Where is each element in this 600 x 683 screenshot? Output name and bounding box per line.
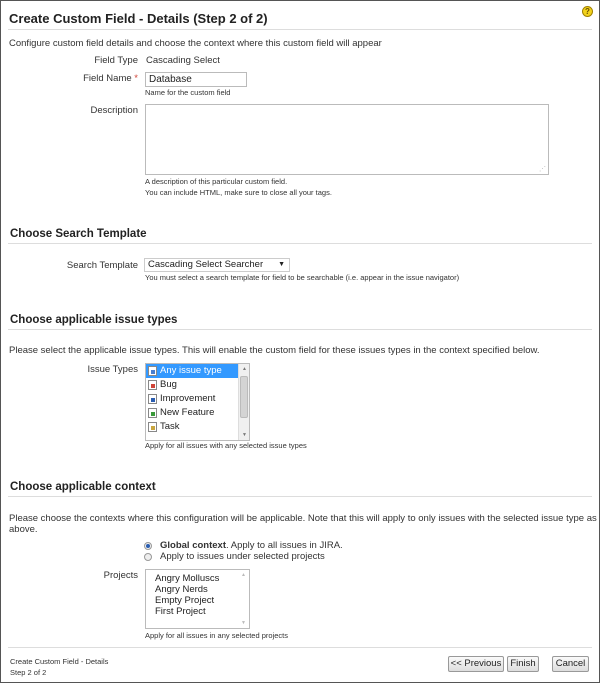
global-context-rest: . Apply to all issues in JIRA. <box>225 540 343 551</box>
search-template-heading: Choose Search Template <box>10 228 147 240</box>
intro-text: Configure custom field details and choose the context where this custom field will appear <box>9 38 382 49</box>
footer-step: Step 2 of 2 <box>10 668 47 677</box>
divider <box>8 243 592 244</box>
field-name-input[interactable]: Database <box>145 72 247 87</box>
context-intro: Please choose the contexts where this configuration will be applicable. Note that this will apply to only issues with the selected issue type as <box>9 513 597 524</box>
description-hint-1: A description of this particular custom field. <box>145 177 288 186</box>
dropdown-arrow-icon: ▼ <box>278 261 285 268</box>
task-icon <box>148 422 157 432</box>
field-type-value: Cascading Select <box>146 55 220 66</box>
global-context-bold: Global context <box>160 540 226 551</box>
project-option[interactable]: Angry Molluscs <box>155 573 220 584</box>
scrollbar[interactable]: ▲ ▼ <box>238 364 249 440</box>
global-context-radio[interactable] <box>144 542 152 550</box>
issue-types-heading: Choose applicable issue types <box>10 314 178 326</box>
selected-projects-radio[interactable] <box>144 553 152 561</box>
field-name-hint: Name for the custom field <box>145 88 231 97</box>
issue-type-label: New Feature <box>160 407 215 418</box>
divider <box>8 647 592 648</box>
context-heading: Choose applicable context <box>10 481 156 493</box>
issue-types-intro: Please select the applicable issue types. This will enable the custom field for these issues types in the context specified below. <box>9 345 540 356</box>
projects-label: Projects <box>103 570 138 581</box>
any-issue-icon <box>148 366 157 376</box>
issue-type-label: Bug <box>160 379 177 390</box>
description-hint-2: You can include HTML, make sure to close all your tags. <box>145 188 332 197</box>
issue-type-label: Improvement <box>160 393 216 404</box>
project-option[interactable]: First Project <box>155 606 206 617</box>
issue-types-hint: Apply for all issues with any selected issue types <box>145 441 307 450</box>
improvement-icon <box>148 394 157 404</box>
issue-type-label: Any issue type <box>160 365 222 376</box>
description-textarea[interactable] <box>145 104 549 175</box>
project-option[interactable]: Empty Project <box>155 595 215 606</box>
issue-type-option[interactable] <box>146 392 238 406</box>
divider <box>8 29 592 30</box>
issue-type-label: Task <box>160 421 180 432</box>
issue-type-option[interactable] <box>146 364 238 378</box>
search-template-select[interactable] <box>144 258 290 272</box>
bug-icon <box>148 380 157 390</box>
divider <box>8 329 592 330</box>
divider <box>8 496 592 497</box>
field-name-label <box>8 73 138 84</box>
issue-type-option[interactable] <box>146 378 238 392</box>
footer-title: Create Custom Field - Details <box>10 657 109 666</box>
previous-button[interactable]: << Previous <box>448 656 504 672</box>
cancel-button[interactable]: Cancel <box>552 656 589 672</box>
issue-type-option[interactable] <box>146 420 238 434</box>
search-template-hint: You must select a search template for field to be searchable (i.e. appear in the issue navigator) <box>145 273 460 282</box>
project-option[interactable]: Angry Nerds <box>155 584 208 595</box>
new-feature-icon <box>148 408 157 418</box>
selected-projects-label: Apply to issues under selected projects <box>160 551 325 562</box>
page-title: Create Custom Field - Details (Step 2 of 2) <box>9 11 268 26</box>
field-type-label: Field Type <box>94 55 138 66</box>
field-name-label-text: Field Name <box>83 73 132 84</box>
resize-handle-icon[interactable]: ⋰ <box>539 166 546 173</box>
projects-listbox[interactable] <box>145 569 250 629</box>
issue-types-listbox[interactable] <box>145 363 250 441</box>
scrollbar[interactable]: ▲ ▼ <box>238 570 249 628</box>
context-intro-2: above. <box>9 524 38 535</box>
description-label: Description <box>90 105 138 116</box>
search-template-label: Search Template <box>66 260 138 271</box>
global-context-label <box>160 540 343 551</box>
required-mark: * <box>134 73 138 84</box>
search-template-selected: Cascading Select Searcher <box>148 259 264 270</box>
issue-type-option[interactable] <box>146 406 238 420</box>
projects-hint: Apply for all issues in any selected projects <box>145 631 288 640</box>
finish-button[interactable]: Finish <box>507 656 539 672</box>
help-icon[interactable]: ? <box>582 6 593 17</box>
issue-types-label: Issue Types <box>87 364 138 375</box>
